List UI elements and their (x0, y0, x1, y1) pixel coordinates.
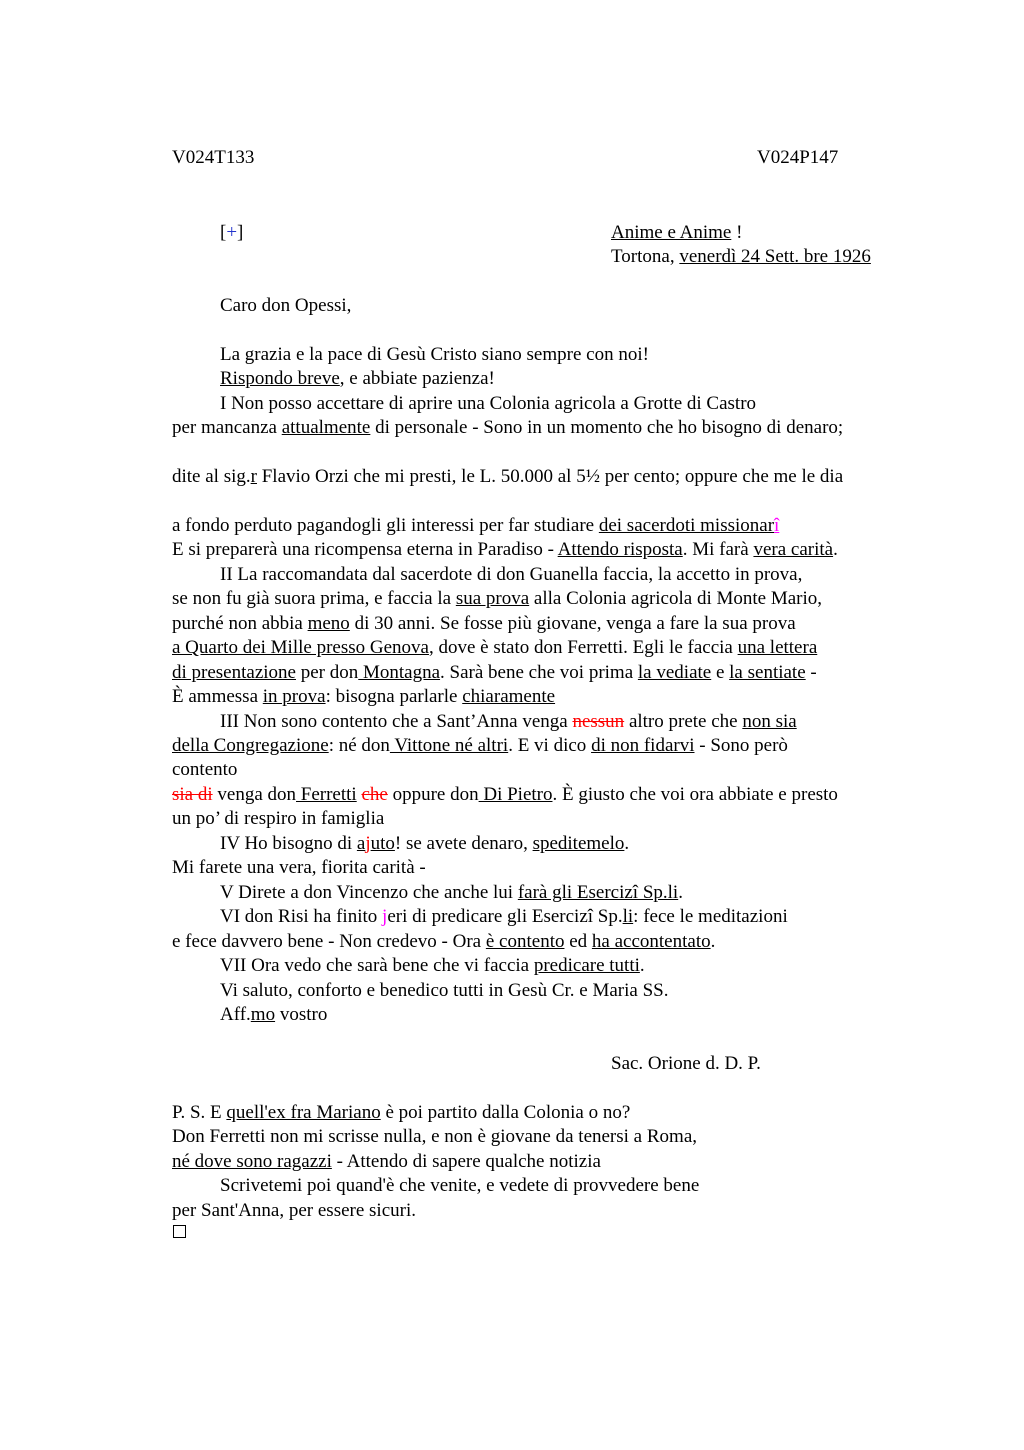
closing: Aff.mo vostro (220, 1004, 328, 1025)
text-line: Mi farete una vera, fiorita carità - (172, 857, 426, 878)
cross-mark: [+] (220, 222, 244, 243)
postscript-line: Scrivetemi poi quand'è che venite, e vedete di provvedere bene (220, 1175, 700, 1196)
text-line: VI don Risi ha finito jeri di predicare gli Esercizî Sp.li: fece le meditazioni (220, 906, 788, 927)
text-line: Rispondo breve, e abbiate pazienza! (220, 368, 495, 389)
text-line: La grazia e la pace di Gesù Cristo siano sempre con noi! (220, 344, 649, 365)
postscript-line: per Sant'Anna, per essere sicuri. (172, 1200, 417, 1221)
text-line: V Direte a don Vincenzo che anche lui farà gli Esercizî Sp.li. (220, 882, 683, 903)
text-line: purché non abbia meno di 30 anni. Se fosse più giovane, venga a fare la sua prova (172, 613, 796, 634)
salutation: Caro don Opessi, (220, 295, 352, 316)
text-line: I Non posso accettare di aprire una Colonia agricola a Grotte di Castro (220, 393, 757, 414)
postscript-line: né dove sono ragazzi - Attendo di sapere qualche notizia (172, 1151, 601, 1172)
postscript-line: P. S. E quell'ex fra Mariano è poi partito dalla Colonia o no? (172, 1102, 631, 1123)
text-line: contento (172, 759, 238, 780)
text-line: E si preparerà una ricompensa eterna in Paradiso - Attendo risposta. Mi farà vera carità. (172, 539, 838, 560)
text-line: È ammessa in prova: bisogna parlarle chiaramente (172, 686, 556, 707)
dateline: Tortona, venerdì 24 Sett. bre 1926 (611, 246, 871, 267)
text-line: IV Ho bisogno di ajuto! se avete denaro, speditemelo. (220, 833, 630, 854)
text-line: e fece davvero bene - Non credevo - Ora è contento ed ha accontentato. (172, 931, 716, 952)
text-line: sia di venga don Ferretti che oppure don Di Pietro. È giusto che voi ora abbiate e presto (172, 784, 838, 805)
text-line: a Quarto dei Mille presso Genova, dove è stato don Ferretti. Egli le faccia una lettera (172, 637, 818, 658)
text-line: Vi saluto, conforto e benedico tutti in Gesù Cr. e Maria SS. (220, 980, 669, 1001)
signature: Sac. Orione d. D. P. (611, 1053, 761, 1074)
text-line: VII Ora vedo che sarà bene che vi faccia predicare tutti. (220, 955, 645, 976)
cross-icon: + (226, 222, 238, 243)
text-line: un po’ di respiro in famiglia (172, 808, 385, 829)
text-line: per mancanza attualmente di personale - Sono in un momento che ho bisogno di denaro; (172, 417, 844, 438)
postscript-line: Don Ferretti non mi scrisse nulla, e non è giovane da tenersi a Roma, (172, 1126, 698, 1147)
text-line: II La raccomandata dal sacerdote di don Guanella faccia, la accetto in prova, (220, 564, 803, 585)
text-line: dite al sig.r Flavio Orzi che mi presti, le L. 50.000 al 5½ per cento; oppure che me le dia (172, 466, 844, 487)
text-line: III Non sono contento che a Sant’Anna venga nessun altro prete che non sia (220, 711, 797, 732)
document-code-right: V024P147 (757, 147, 839, 168)
text-line: di presentazione per don Montagna. Sarà bene che voi prima la vediate e la sentiate - (172, 662, 817, 683)
text-line: se non fu già suora prima, e faccia la sua prova alla Colonia agricola di Monte Mario, (172, 588, 823, 609)
text-line: della Congregazione: né don Vittone né altri. E vi dico di non fidarvi - Sono però (172, 735, 788, 756)
motto: Anime e Anime ! (611, 222, 743, 243)
document-code-left: V024T133 (172, 147, 255, 168)
text-line: a fondo perduto pagandogli gli interessi per far studiare dei sacerdoti missionarî (172, 515, 780, 536)
checkbox-square-icon (173, 1225, 186, 1238)
